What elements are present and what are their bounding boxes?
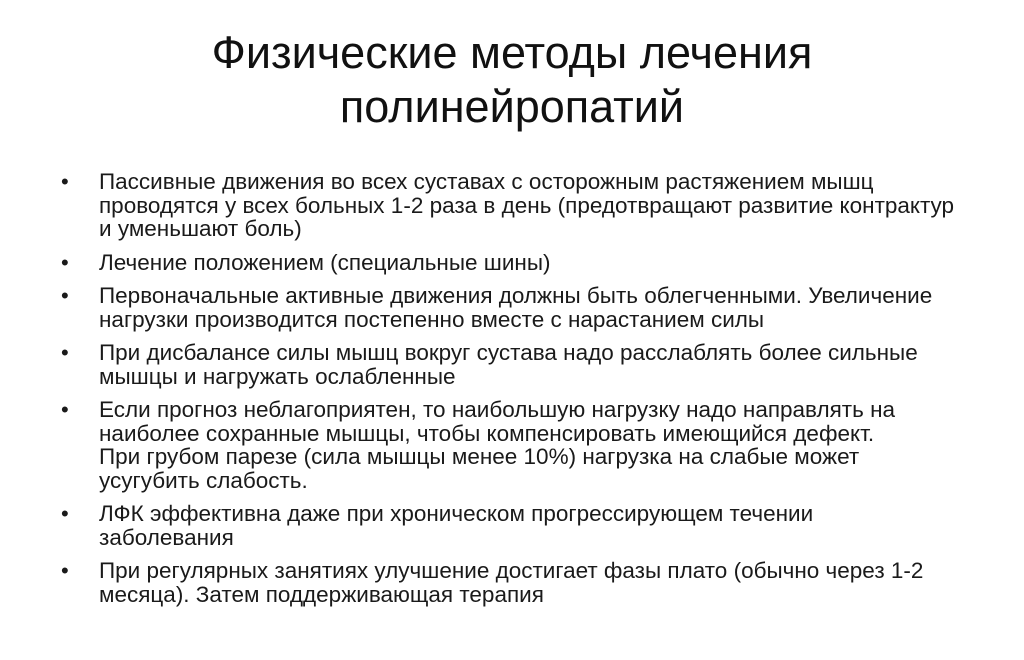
bullet-icon: • [61, 340, 69, 365]
bullet-item-6 [60, 502, 960, 549]
bullet-text-5: Если прогноз неблагоприятен, то наибольшую нагрузку надо направлять на наиболее сохранные мышцы, чтобы компенсировать имеющийся дефект. При грубом парезе (сила мышцы менее 10%) нагрузка на слабые может усугубить слабость. [99, 397, 896, 493]
bullet-text-2: Лечение положением (специальные шины) [99, 249, 551, 275]
bullet-icon: • [61, 501, 69, 526]
bullet-item-4 [60, 341, 960, 388]
bullet-item-2 [60, 251, 960, 275]
slide-title-line-2: полинейропатий [339, 81, 685, 132]
bullet-text-7: При регулярных занятиях улучшение достигает фазы плато (обычно через 1-2 месяца). Затем поддерживающая терапия [99, 558, 924, 607]
slide-title-line-1: Физические методы лечения [211, 27, 813, 78]
bullet-text-4: При дисбалансе силы мышц вокруг сустава надо расслаблять более сильные мышцы и нагружать ослабленные [99, 340, 918, 389]
bullet-icon: • [61, 558, 69, 583]
bullet-item-5 [60, 398, 960, 492]
bullet-icon: • [61, 169, 69, 194]
bullet-text-1: Пассивные движения во всех суставах с осторожным растяжением мышц проводятся у всех больных 1-2 раза в день (предотвращают развитие контрактур и уменьшают боль) [99, 169, 955, 241]
bullet-text-6: ЛФК эффективна даже при хроническом прогрессирующем течении заболевания [99, 501, 814, 550]
bullet-icon: • [61, 249, 69, 275]
bullet-list [60, 170, 960, 616]
slide-title [0, 26, 1024, 134]
bullet-item-3 [60, 284, 960, 331]
bullet-item-7 [60, 559, 960, 606]
bullet-icon: • [61, 283, 69, 308]
bullet-item-1 [60, 170, 960, 241]
bullet-icon: • [61, 397, 69, 422]
bullet-text-3: Первоначальные активные движения должны быть облегченными. Увеличение нагрузки производится постепенно вместе с нарастанием силы [99, 283, 933, 332]
